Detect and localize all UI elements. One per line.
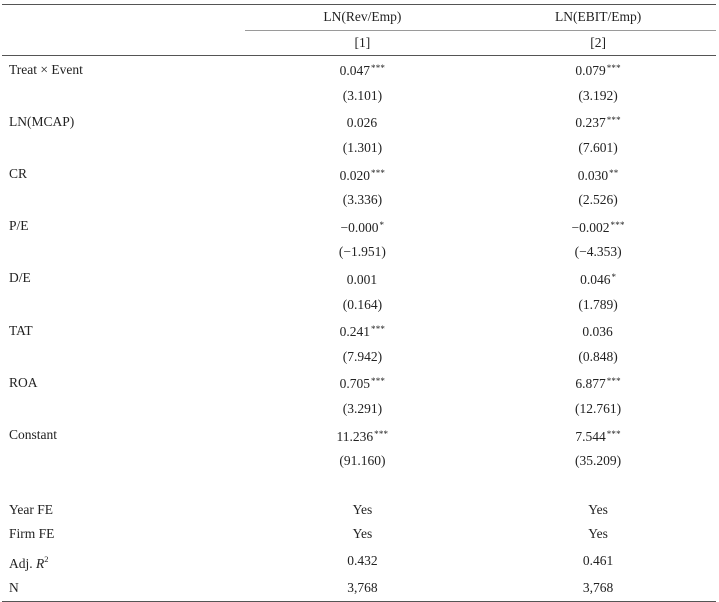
coef-value: −0.002	[571, 219, 610, 235]
adj-r2-r: R	[36, 555, 45, 571]
col1-number: [1]	[245, 30, 481, 56]
tstat-cell: (2.526)	[578, 192, 618, 208]
significance-stars: ***	[606, 63, 621, 74]
significance-stars: *	[611, 271, 617, 282]
coef-cell	[480, 369, 716, 397]
row-label: Treat × Event	[9, 61, 83, 77]
coef-row-cr	[2, 161, 716, 189]
col2-number: [2]	[480, 30, 716, 56]
significance-stars: ***	[374, 428, 389, 439]
significance-stars: *	[379, 219, 385, 230]
coef-cell	[480, 422, 716, 450]
significance-stars: ***	[371, 324, 386, 335]
row-label: P/E	[9, 218, 29, 234]
coef-value: 0.030	[577, 167, 609, 183]
coef-cell	[245, 317, 481, 345]
coef-cell	[245, 213, 481, 241]
significance-stars: ***	[371, 376, 386, 387]
tstat-row-pe	[2, 240, 716, 265]
adj-r2-col1: 0.432	[347, 553, 378, 569]
n-row	[2, 576, 716, 601]
coef-cell	[480, 213, 716, 241]
coef-cell	[245, 369, 481, 397]
row-label	[2, 547, 245, 577]
coef-cell	[245, 422, 481, 450]
coef-value: 0.705	[339, 376, 371, 392]
tstat-cell: (91.160)	[339, 453, 386, 469]
col1-title: LN(Rev/Emp)	[245, 5, 481, 31]
significance-stars: ***	[371, 167, 386, 178]
significance-stars: ***	[606, 376, 621, 387]
tstat-cell: (1.789)	[578, 296, 618, 312]
coef-value: 0.237	[575, 115, 606, 131]
tstat-cell: (7.942)	[342, 348, 383, 364]
header-row	[2, 5, 716, 31]
tstat-cell: (0.164)	[342, 296, 383, 312]
coef-value: 7.544	[575, 428, 606, 444]
adj-r2-sup: 2	[44, 553, 49, 564]
coef-value: 6.877	[575, 376, 606, 392]
tstat-row-cr	[2, 188, 716, 213]
row-label: Firm FE	[9, 526, 55, 542]
coef-cell	[245, 56, 481, 84]
coef-row-treat-event	[2, 56, 716, 84]
significance-stars: ***	[606, 115, 621, 126]
header-blank	[2, 5, 245, 31]
coef-value: 0.026	[346, 115, 378, 131]
coef-value: 0.036	[582, 324, 613, 340]
tstat-cell: (7.601)	[578, 139, 618, 155]
tstat-cell: (1.301)	[342, 139, 383, 155]
coef-value: 0.079	[575, 63, 606, 79]
tstat-cell: (0.848)	[578, 348, 618, 364]
row-label: CR	[9, 166, 28, 182]
coef-cell	[480, 265, 716, 293]
year-fe-row	[2, 498, 716, 523]
coef-cell	[480, 161, 716, 189]
tstat-cell: (−4.353)	[574, 244, 622, 260]
year-fe-col1: Yes	[352, 501, 373, 517]
firm-fe-col2: Yes	[588, 526, 608, 542]
coef-value: −0.000	[340, 219, 379, 235]
adj-r2-prefix: Adj.	[9, 555, 36, 571]
adj-r2-row	[2, 547, 716, 577]
adj-r2-col2: 0.461	[582, 553, 614, 569]
coef-value: 0.046	[580, 271, 611, 287]
coef-row-roa	[2, 369, 716, 397]
coef-value: 0.001	[346, 271, 378, 287]
significance-stars: **	[609, 167, 619, 178]
tstat-row-constant	[2, 449, 716, 474]
n-col1: 3,768	[245, 576, 481, 601]
significance-stars: ***	[371, 63, 386, 74]
tstat-row-ln-mcap	[2, 136, 716, 161]
tstat-row-de	[2, 293, 716, 318]
coef-row-ln-mcap	[2, 108, 716, 136]
coef-row-constant	[2, 422, 716, 450]
tstat-row-roa	[2, 397, 716, 422]
significance-stars: ***	[610, 219, 625, 230]
coef-row-de	[2, 265, 716, 293]
column-number-row	[2, 30, 716, 56]
coef-cell	[245, 108, 481, 136]
row-label: Constant	[9, 427, 58, 442]
row-label: Year FE	[9, 501, 54, 517]
tstat-row-treat-event	[2, 84, 716, 109]
colnum-blank	[2, 30, 245, 56]
firm-fe-col1: Yes	[352, 526, 373, 542]
tstat-row-tat	[2, 345, 716, 370]
tstat-cell: (12.761)	[575, 400, 622, 416]
coef-cell	[480, 317, 716, 345]
row-label: TAT	[9, 322, 33, 338]
coef-value: 11.236	[336, 428, 374, 444]
coef-value: 0.020	[339, 167, 371, 183]
tstat-cell: (3.291)	[342, 400, 383, 416]
row-label: LN(MCAP)	[9, 113, 75, 129]
tstat-cell: (3.192)	[578, 87, 618, 103]
coef-value: 0.241	[339, 324, 371, 340]
tstat-cell: (3.101)	[342, 87, 383, 103]
regression-table	[2, 4, 716, 602]
n-col2: 3,768	[480, 576, 716, 601]
coef-cell	[480, 108, 716, 136]
row-label: N	[2, 576, 245, 601]
coef-cell	[245, 265, 481, 293]
coef-value: 0.047	[339, 63, 371, 79]
row-label: ROA	[9, 374, 38, 390]
significance-stars: ***	[606, 428, 621, 439]
coef-row-tat	[2, 317, 716, 345]
coef-cell	[245, 161, 481, 189]
tstat-cell: (−1.951)	[338, 244, 386, 260]
year-fe-col2: Yes	[588, 501, 608, 517]
coef-row-pe	[2, 213, 716, 241]
firm-fe-row	[2, 522, 716, 547]
row-label: D/E	[9, 270, 31, 286]
spacer-row	[2, 474, 716, 498]
col2-title: LN(EBIT/Emp)	[480, 5, 716, 31]
tstat-cell: (35.209)	[575, 453, 622, 469]
coef-cell	[480, 56, 716, 84]
tstat-cell: (3.336)	[342, 192, 383, 208]
